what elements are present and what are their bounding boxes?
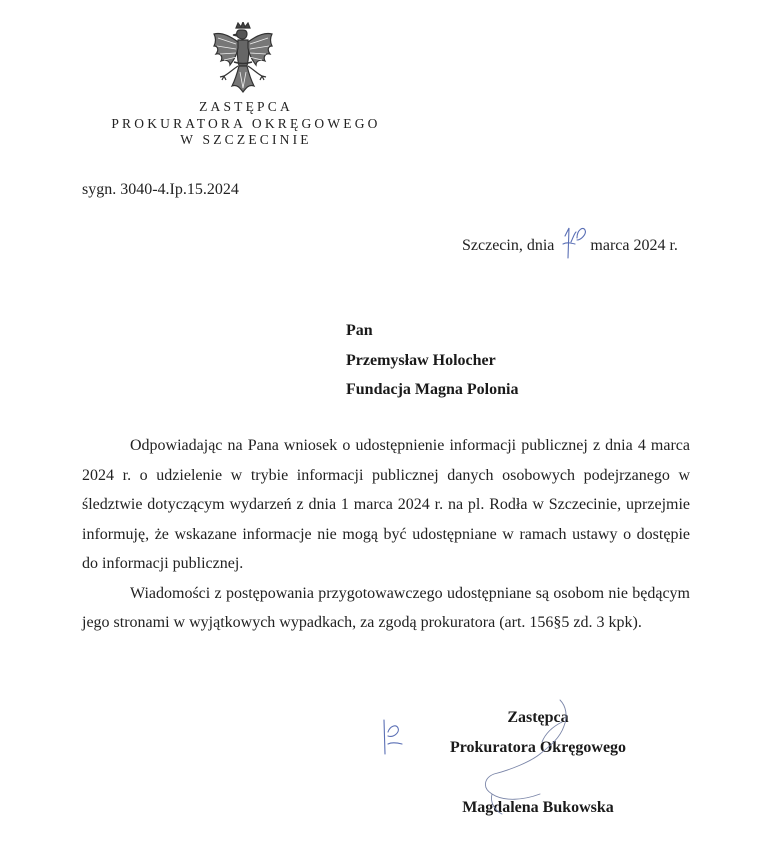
header-office: PROKURATORA OKRĘGOWEGO [111, 115, 381, 131]
letter-body [82, 431, 690, 638]
polish-eagle-emblem-icon [210, 22, 276, 100]
case-reference: sygn. 3040-4.Ip.15.2024 [82, 181, 239, 198]
recipient-organization: Fundacja Magna Polonia [346, 381, 519, 398]
recipient-salutation: Pan [346, 322, 373, 339]
header-city: W SZCZECINIE [180, 132, 312, 147]
date-suffix: marca 2024 r. [590, 237, 678, 254]
handwritten-day-icon [557, 222, 593, 262]
date-prefix: Szczecin, dnia [462, 237, 555, 254]
recipient-name: Przemysław Holocher [346, 351, 496, 369]
office-header [96, 99, 396, 149]
signature-office: Prokuratora Okręgowego [449, 739, 627, 756]
handwritten-signature-icon [470, 692, 580, 822]
signature-title: Zastępca [507, 709, 569, 726]
body-paragraph: Wiadomości z postępowania przygotowawczego udostępniane są osobom nie będącym jego stronami w wyjątkowych wypadkach, za zgodą prokuratora (art. 156§5 zd. 3 kpk). [82, 584, 690, 631]
header-title: ZASTĘPCA [199, 99, 293, 114]
signatory-name: Magdalena Bukowska [462, 799, 614, 816]
body-paragraph: Odpowiadając na Pana wniosek o udostępnienie informacji publicznej z dnia 4 marca 2024 r. o udzielenie w trybie informacji publicznej danych osobowych podejrzanego w śledztwie dotyczącym wydarzeń z dnia 1 marca 2024 r. na pl. Rodła w Szczecinie, uprzejmie informuję, że wskazane informacje nie mogą być udostępniane w ramach ustawy o dostępie do informacji publicznej. [82, 437, 690, 572]
paraph-initials-icon [378, 714, 408, 758]
recipient-block [346, 316, 518, 405]
